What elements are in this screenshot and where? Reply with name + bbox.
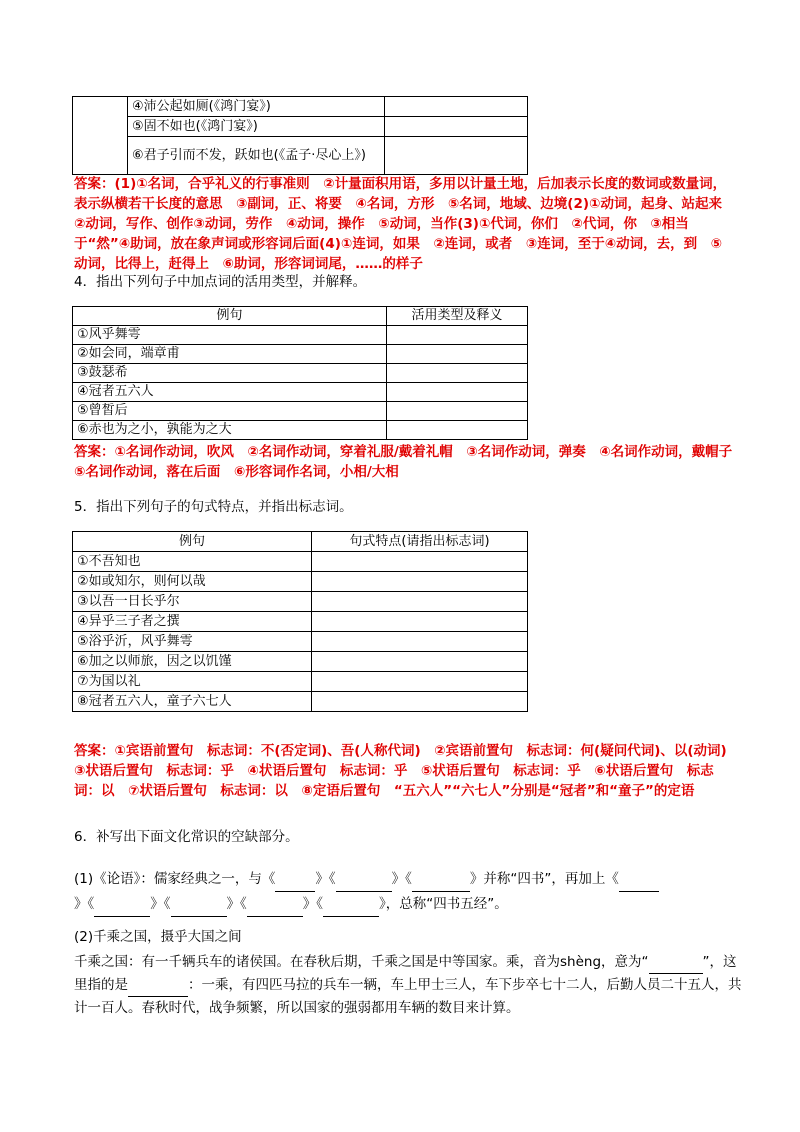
table-answer-cell (385, 117, 528, 137)
table-empty-cell (73, 97, 128, 175)
table-continued (72, 96, 528, 175)
text: 》并称“四书”，再加上《 (469, 871, 619, 887)
text: 》《 (302, 896, 323, 912)
answer-q3: 答案：(1)①名词，合乎礼义的行事准则 ②计量面积用语，多用以计量土地，后加表示长度的数词或数量词，表示纵横若干长度的意思 ③副词，正、将要 ④名词，方形 ⑤名词，地域、边境(2)①动词，起身、站起来 ②动词，写作、创作③动词，劳作 ④动词，操作 ⑤动词，当作(3)①代词，你们 ②代词，你 ③相当于“然”④助词，放在象声词或形容词后面(4)①连词，如果 ②连词，或者 ③连词，至于④动词，去，到 ⑤动词，比得上，赶得上 ⑥助词，形容词词尾，……的样子 (74, 176, 736, 272)
text: 》《 (315, 871, 336, 887)
table-row: ①风乎舞雩 (73, 326, 387, 345)
table-row: ②如会同，端章甫 (73, 345, 387, 364)
table-answer-cell (312, 552, 528, 572)
question-6-prompt: 6．补写出下面文化常识的空缺部分。 (74, 829, 299, 845)
table-cell: ⑤固不如也(《鸿门宴》) (128, 117, 385, 137)
table-answer-cell (387, 326, 528, 345)
table-cell: ④沛公起如厕(《鸿门宴》) (128, 97, 385, 117)
table-row: ⑤浴乎沂，风乎舞雩 (73, 632, 312, 652)
table-answer-cell (312, 692, 528, 712)
text: 》，总称“四书五经”。 (379, 896, 508, 912)
blank-field[interactable] (412, 867, 470, 892)
blank-field[interactable] (323, 892, 379, 917)
table-row: ③以吾一日长乎尔 (73, 592, 312, 612)
answer-q4: 答案：①名词作动词，吹风 ②名词作动词，穿着礼服/戴着礼帽 ③名词作动词，弹奏 ④名词作动词，戴帽子 ⑤名词作动词，落在后面 ⑥形容词作名词，小相/大相 (74, 444, 746, 480)
table-answer-cell (312, 652, 528, 672)
table-answer-cell (385, 97, 528, 117)
table-header: 例句 (73, 307, 387, 326)
blank-field[interactable] (275, 867, 315, 892)
table-header: 句式特点(请指出标志词) (312, 532, 528, 552)
blank-field[interactable] (128, 974, 188, 997)
table-answer-cell (312, 572, 528, 592)
table-answer-cell (312, 592, 528, 612)
table-row: ⑥赤也为之小，孰能为之大 (73, 421, 387, 440)
blank-field[interactable] (649, 951, 703, 974)
question-6-part-2-explanation (74, 951, 744, 1019)
table-answer-cell (312, 612, 528, 632)
table-row: ④异乎三子者之撰 (73, 612, 312, 632)
blank-field[interactable] (94, 892, 150, 917)
text: 》《 (150, 896, 171, 912)
text: (1)《论语》：儒家经典之一，与《 (74, 871, 276, 887)
table-answer-cell (385, 137, 528, 175)
blank-field[interactable] (171, 892, 227, 917)
blank-field[interactable] (336, 867, 392, 892)
table-answer-cell (312, 672, 528, 692)
answer-q5: 答案：①宾语前置句 标志词：不(否定词)、吾(人称代词) ②宾语前置句 标志词：何(疑问代词)、以(动词) ③状语后置句 标志词：乎 ④状语后置句 标志词：乎 ⑤状语后置句 标志词：乎 ⑥状语后置句 标志词：以 ⑦状语后置句 标志词：以 ⑧定语后置句 “五六人”“六七人”分别是“冠者”和“童子”的定语 (74, 743, 741, 799)
text: 》《 (74, 896, 95, 912)
text: 千乘之国：有一千辆兵车的诸侯国。在春秋后期，千乘之国是中等国家。乘，音为shèng，意为“ (74, 954, 649, 970)
table-answer-cell (387, 345, 528, 364)
table-row: ④冠者五六人 (73, 383, 387, 402)
table-answer-cell (387, 402, 528, 421)
table-answer-cell (312, 632, 528, 652)
question-5-prompt: 5．指出下列句子的句式特点，并指出标志词。 (74, 499, 353, 515)
question-6-part-2: (2)千乘之国，摄乎大国之间 (74, 929, 242, 945)
table-row: ③鼓瑟希 (73, 364, 387, 383)
text: ”，这里指的是 (74, 954, 737, 993)
text: 》《 (391, 871, 412, 887)
table-row: ⑦为国以礼 (73, 672, 312, 692)
table-row: ⑥加之以师旅，因之以饥馑 (73, 652, 312, 672)
text: 》《 (226, 896, 247, 912)
table-cell: ⑥君子引而不发，跃如也(《孟子·尽心上》) (128, 137, 385, 175)
table-header: 活用类型及释义 (387, 307, 528, 326)
table-q4 (72, 306, 528, 440)
table-row: ②如或知尔，则何以哉 (73, 572, 312, 592)
text: ：一乘，有四匹马拉的兵车一辆，车上甲士三人，车下步卒七十二人，后勤人员二十五人，共计一百人。春秋时代，战争频繁，所以国家的强弱都用车辆的数目来计算。 (74, 977, 742, 1016)
question-4-prompt: 4．指出下列句子中加点词的活用类型，并解释。 (74, 274, 367, 290)
table-row: ①不吾知也 (73, 552, 312, 572)
table-answer-cell (387, 421, 528, 440)
table-row: ⑤曾皙后 (73, 402, 387, 421)
table-answer-cell (387, 364, 528, 383)
table-q5 (72, 531, 528, 712)
table-answer-cell (387, 383, 528, 402)
question-6-part-1 (74, 867, 744, 917)
blank-field[interactable] (619, 867, 659, 892)
table-row: ⑧冠者五六人，童子六七人 (73, 692, 312, 712)
table-header: 例句 (73, 532, 312, 552)
blank-field[interactable] (247, 892, 303, 917)
